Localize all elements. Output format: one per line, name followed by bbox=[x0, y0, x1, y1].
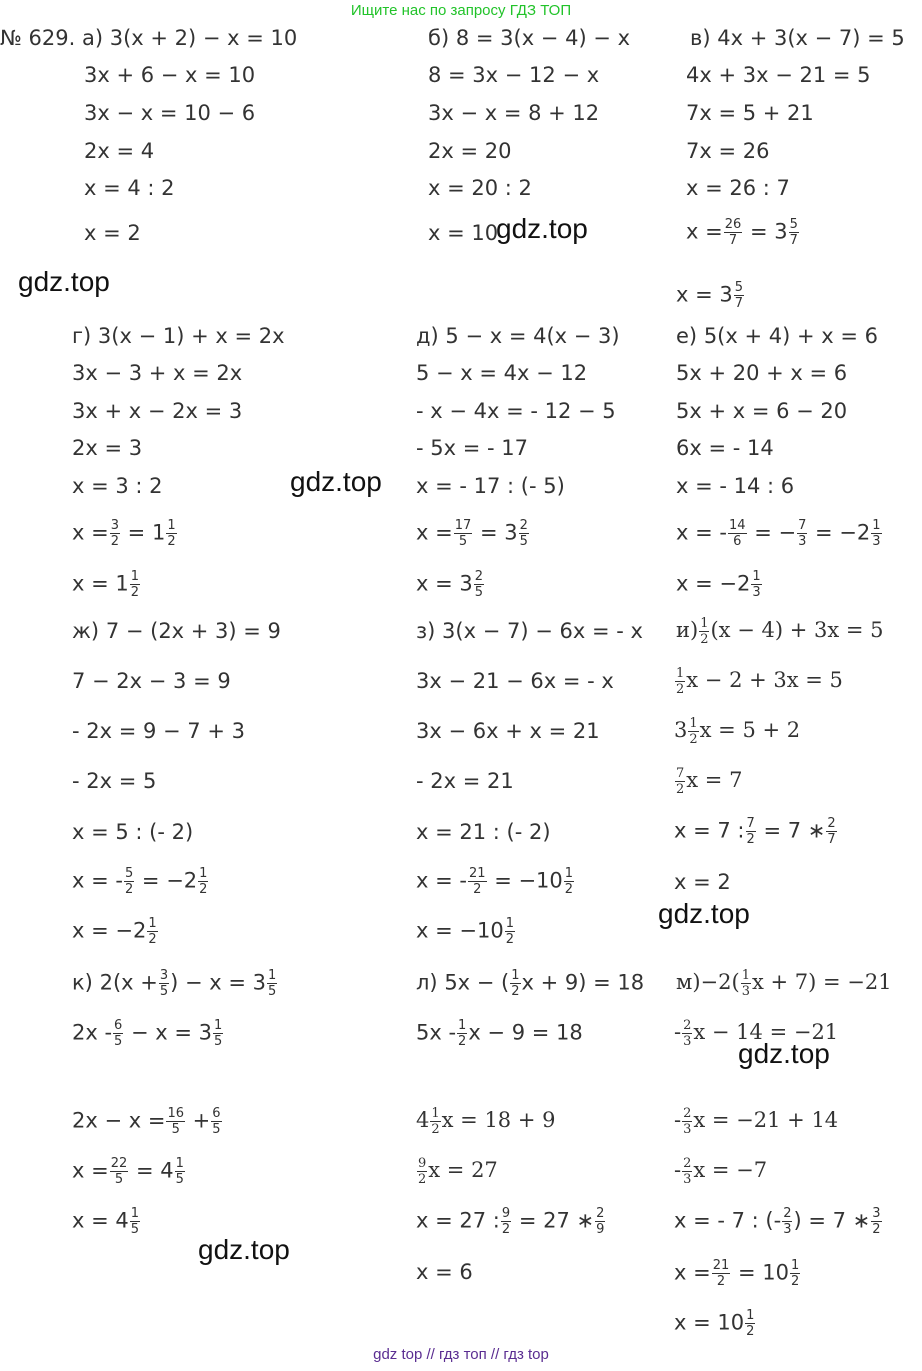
part-i-line-1: и) $\frac{1}{2}$ (x − 4) + 3x = 5 bbox=[676, 616, 884, 647]
part-m-label: м) bbox=[676, 970, 701, 994]
part-i-line-5: x = 7 : $\frac{7}{2}$ = 7 ∗ $\frac{2}{7}$ bbox=[674, 816, 836, 847]
part-b-label: б) bbox=[428, 26, 450, 50]
fraction: $\frac{7}{2}$ bbox=[746, 816, 755, 847]
fraction: $\frac{1}{5}$ bbox=[175, 1156, 184, 1187]
part-z-line-1: з) 3(x − 7) − 6x = - x bbox=[416, 619, 643, 643]
fraction: $\frac{3}{2}$ bbox=[110, 518, 119, 549]
fraction: $\frac{3}{5}$ bbox=[159, 968, 169, 999]
part-g-line-5: x = 3 : 2 bbox=[72, 474, 163, 498]
fraction: $\frac{1}{2}$ bbox=[746, 1308, 755, 1339]
part-a-label: а) bbox=[81, 26, 104, 50]
fraction: $\frac{3}{2}$ bbox=[872, 1206, 881, 1237]
part-b-line-6: x = 10 bbox=[428, 221, 499, 245]
fraction: $\frac{6}{5}$ bbox=[114, 1018, 123, 1049]
part-k-label: к) bbox=[72, 970, 93, 995]
part-k-line-2: 2x - $\frac{6}{5}$ − x = 3 $\frac{1}{5}$ bbox=[72, 1018, 223, 1049]
part-d-line-4: - 5x = - 17 bbox=[416, 436, 528, 460]
part-k-line-4: x = $\frac{22}{5}$ = 4 $\frac{1}{5}$ bbox=[72, 1156, 184, 1187]
fraction: $\frac{2}{3}$ bbox=[683, 1106, 692, 1137]
fraction: $\frac{1}{3}$ bbox=[741, 968, 750, 999]
part-k-line-5: x = 4 $\frac{1}{5}$ bbox=[72, 1206, 140, 1237]
part-d-line-3: - x − 4x = - 12 − 5 bbox=[416, 399, 616, 423]
part-e-line-2: 5x + 20 + x = 6 bbox=[676, 361, 848, 385]
part-e-label: е) bbox=[676, 324, 698, 348]
part-e-line-3: 5x + x = 6 − 20 bbox=[676, 399, 848, 423]
part-a-line-6: x = 2 bbox=[84, 221, 141, 245]
fraction: $\frac{1}{2}$ bbox=[431, 1106, 440, 1137]
fraction: $\frac{26}{7}$ bbox=[724, 217, 742, 248]
fraction: $\frac{1}{2}$ bbox=[564, 866, 574, 897]
part-g-line-7: x = 1 $\frac{1}{2}$ bbox=[72, 569, 140, 600]
part-zh-line-5: x = 5 : (- 2) bbox=[72, 820, 194, 844]
watermark: gdz.top bbox=[18, 266, 110, 297]
part-v-label: в) bbox=[690, 26, 711, 50]
part-a-line-1: № 629. а) 3(x + 2) − x = 10 bbox=[0, 26, 298, 50]
fraction: $\frac{1}{3}$ bbox=[752, 569, 761, 600]
fraction: $\frac{1}{5}$ bbox=[214, 1018, 223, 1049]
part-m-line-7: x = 10 $\frac{1}{2}$ bbox=[674, 1308, 755, 1339]
fraction: $\frac{14}{6}$ bbox=[728, 518, 746, 549]
fraction: $\frac{21}{2}$ bbox=[712, 1258, 730, 1289]
fraction: $\frac{2}{9}$ bbox=[596, 1206, 605, 1237]
part-b-line-3: 3x − x = 8 + 12 bbox=[428, 101, 600, 125]
fraction: $\frac{2}{3}$ bbox=[683, 1018, 692, 1049]
watermark: gdz.top bbox=[496, 213, 588, 244]
fraction: $\frac{7}{3}$ bbox=[798, 518, 807, 549]
part-z-label: з) bbox=[416, 619, 436, 643]
fraction: $\frac{1}{2}$ bbox=[167, 518, 176, 549]
part-l-line-5: x = 27 : $\frac{9}{2}$ = 27 ∗ $\frac{2}{9}$ bbox=[416, 1206, 605, 1237]
fraction: $\frac{1}{2}$ bbox=[790, 1258, 800, 1289]
fraction: $\frac{1}{2}$ bbox=[199, 866, 208, 897]
fraction: $\frac{1}{2}$ bbox=[676, 666, 685, 697]
part-g-line-1: г) 3(x − 1) + x = 2x bbox=[72, 324, 285, 348]
part-l-line-2: 5x - $\frac{1}{2}$ x − 9 = 18 bbox=[416, 1018, 583, 1049]
part-d-line-2: 5 − x = 4x − 12 bbox=[416, 361, 588, 385]
part-z-line-4: - 2x = 21 bbox=[416, 769, 514, 793]
fraction: $\frac{5}{2}$ bbox=[124, 866, 134, 897]
part-v-line-6: x = $\frac{26}{7}$ = 3 $\frac{5}{7}$ bbox=[686, 217, 798, 248]
fraction: $\frac{16}{5}$ bbox=[167, 1106, 184, 1137]
part-g-line-4: 2x = 3 bbox=[72, 436, 143, 460]
fraction: $\frac{17}{5}$ bbox=[454, 518, 472, 549]
part-zh-label: ж) bbox=[72, 619, 100, 643]
part-e-line-5: x = - 14 : 6 bbox=[676, 474, 795, 498]
fraction: $\frac{2}{5}$ bbox=[474, 569, 484, 600]
part-b-line-1: б) 8 = 3(x − 4) − x bbox=[428, 26, 631, 50]
part-a-line-4: 2x = 4 bbox=[84, 139, 155, 163]
part-v-line-2: 4x + 3x − 21 = 5 bbox=[686, 63, 871, 87]
part-g-line-6: x = $\frac{3}{2}$ = 1 $\frac{1}{2}$ bbox=[72, 518, 176, 549]
part-v-line-3: 7x = 5 + 21 bbox=[686, 101, 814, 125]
part-k-line-3: 2x − x = $\frac{16}{5}$ + $\frac{6}{5}$ bbox=[72, 1106, 221, 1137]
watermark: gdz.top bbox=[290, 466, 382, 497]
fraction: $\frac{1}{2}$ bbox=[505, 916, 514, 947]
part-i-line-3: 3 $\frac{1}{2}$ x = 5 + 2 bbox=[674, 716, 801, 747]
part-i-line-6: x = 2 bbox=[674, 870, 731, 894]
part-v-line-7: x = 3 $\frac{5}{7}$ bbox=[676, 280, 744, 311]
part-e-line-6: x = - $\frac{14}{6}$ = − $\frac{7}{3}$ = −2 $\frac{1}{3}$ bbox=[676, 518, 881, 549]
part-l-line-1: л) 5x − ( $\frac{1}{2}$ x + 9) = 18 bbox=[416, 968, 645, 999]
part-m-line-2: - $\frac{2}{3}$ x − 14 = −21 bbox=[674, 1018, 839, 1049]
part-k-line-1: к) 2(x + $\frac{3}{5}$ ) − x = 3 $\frac{1}{5}$ bbox=[72, 968, 277, 999]
fraction: $\frac{1}{5}$ bbox=[268, 968, 277, 999]
fraction: $\frac{1}{3}$ bbox=[872, 518, 881, 549]
part-zh-line-1: ж) 7 − (2x + 3) = 9 bbox=[72, 619, 281, 643]
fraction: $\frac{1}{2}$ bbox=[700, 616, 709, 647]
fraction: $\frac{7}{2}$ bbox=[676, 766, 685, 797]
part-d-label: д) bbox=[416, 324, 439, 348]
part-i-line-2: $\frac{1}{2}$ x − 2 + 3x = 5 bbox=[676, 666, 843, 697]
part-e-line-4: 6x = - 14 bbox=[676, 436, 774, 460]
part-d-line-5: x = - 17 : (- 5) bbox=[416, 474, 565, 498]
footer-links[interactable]: gdz top // гдз топ // гдз top bbox=[373, 1346, 549, 1363]
part-d-line-6: x = $\frac{17}{5}$ = 3 $\frac{2}{5}$ bbox=[416, 518, 528, 549]
fraction: $\frac{2}{3}$ bbox=[783, 1206, 792, 1237]
fraction: $\frac{6}{5}$ bbox=[212, 1106, 221, 1137]
part-m-line-5: x = - 7 : (- $\frac{2}{3}$ ) = 7 ∗ $\frac{3}{2}$ bbox=[674, 1206, 881, 1237]
fraction: $\frac{1}{5}$ bbox=[130, 1206, 140, 1237]
part-g-line-3: 3x + x − 2x = 3 bbox=[72, 399, 243, 423]
part-d-line-7: x = 3 $\frac{2}{5}$ bbox=[416, 569, 484, 600]
header-banner[interactable]: Ищите нас по запросу ГДЗ ТОП bbox=[350, 2, 572, 19]
part-zh-line-3: - 2x = 9 − 7 + 3 bbox=[72, 719, 245, 743]
problem-number: № 629. bbox=[0, 26, 76, 50]
part-b-line-2: 8 = 3x − 12 − x bbox=[428, 63, 600, 87]
fraction: $\frac{1}{2}$ bbox=[130, 569, 140, 600]
part-v-line-5: x = 26 : 7 bbox=[686, 176, 790, 200]
part-zh-line-2: 7 − 2x − 3 = 9 bbox=[72, 669, 231, 693]
part-l-line-6: x = 6 bbox=[416, 1260, 473, 1284]
fraction: $\frac{22}{5}$ bbox=[110, 1156, 128, 1187]
part-z-line-7: x = −10 $\frac{1}{2}$ bbox=[416, 916, 514, 947]
part-i-label: и) bbox=[676, 618, 699, 642]
part-m-line-3: - $\frac{2}{3}$ x = −21 + 14 bbox=[674, 1106, 839, 1137]
fraction: $\frac{5}{7}$ bbox=[734, 280, 744, 311]
part-b-line-4: 2x = 20 bbox=[428, 139, 512, 163]
part-a-line-3: 3x − x = 10 − 6 bbox=[84, 101, 256, 125]
part-v-line-4: 7x = 26 bbox=[686, 139, 770, 163]
fraction: $\frac{21}{2}$ bbox=[468, 866, 486, 897]
fraction: $\frac{1}{2}$ bbox=[511, 968, 520, 999]
fraction: $\frac{1}{2}$ bbox=[458, 1018, 467, 1049]
part-g-label: г) bbox=[72, 324, 92, 348]
fraction: $\frac{2}{3}$ bbox=[683, 1156, 692, 1187]
part-zh-line-7: x = −2 $\frac{1}{2}$ bbox=[72, 916, 157, 947]
part-z-line-6: x = - $\frac{21}{2}$ = −10 $\frac{1}{2}$ bbox=[416, 866, 574, 897]
watermark: gdz.top bbox=[658, 898, 750, 929]
part-a-line-5: x = 4 : 2 bbox=[84, 176, 175, 200]
fraction: $\frac{9}{2}$ bbox=[501, 1206, 511, 1237]
part-z-line-5: x = 21 : (- 2) bbox=[416, 820, 551, 844]
watermark: gdz.top bbox=[198, 1234, 290, 1265]
part-l-label: л) bbox=[416, 970, 438, 995]
part-e-line-1: е) 5(x + 4) + x = 6 bbox=[676, 324, 878, 348]
part-zh-line-4: - 2x = 5 bbox=[72, 769, 157, 793]
part-g-line-2: 3x − 3 + x = 2x bbox=[72, 361, 243, 385]
part-a-line-2: 3x + 6 − x = 10 bbox=[84, 63, 256, 87]
fraction: $\frac{9}{2}$ bbox=[418, 1156, 427, 1187]
part-z-line-3: 3x − 6x + x = 21 bbox=[416, 719, 600, 743]
part-m-line-4: - $\frac{2}{3}$ x = −7 bbox=[674, 1156, 768, 1187]
part-m-line-6: x = $\frac{21}{2}$ = 10 $\frac{1}{2}$ bbox=[674, 1258, 800, 1289]
fraction: $\frac{5}{7}$ bbox=[789, 217, 798, 248]
part-l-line-4: $\frac{9}{2}$ x = 27 bbox=[418, 1156, 498, 1187]
part-z-line-2: 3x − 21 − 6x = - x bbox=[416, 669, 614, 693]
part-v-line-1: в) 4x + 3(x − 7) = 5 bbox=[690, 26, 905, 50]
fraction: $\frac{1}{2}$ bbox=[689, 716, 698, 747]
part-zh-line-6: x = - $\frac{5}{2}$ = −2 $\frac{1}{2}$ bbox=[72, 866, 208, 897]
fraction: $\frac{2}{7}$ bbox=[827, 816, 836, 847]
part-m-line-1: м)−2( $\frac{1}{3}$ x + 7) = −21 bbox=[676, 968, 892, 999]
part-e-line-7: x = −2 $\frac{1}{3}$ bbox=[676, 569, 761, 600]
part-b-line-5: x = 20 : 2 bbox=[428, 176, 532, 200]
fraction: $\frac{2}{5}$ bbox=[519, 518, 528, 549]
part-i-line-4: $\frac{7}{2}$ x = 7 bbox=[676, 766, 743, 797]
watermark: gdz.top bbox=[738, 1038, 830, 1069]
part-l-line-3: 4 $\frac{1}{2}$ x = 18 + 9 bbox=[416, 1106, 556, 1137]
part-d-line-1: д) 5 − x = 4(x − 3) bbox=[416, 324, 620, 348]
fraction: $\frac{1}{2}$ bbox=[148, 916, 157, 947]
